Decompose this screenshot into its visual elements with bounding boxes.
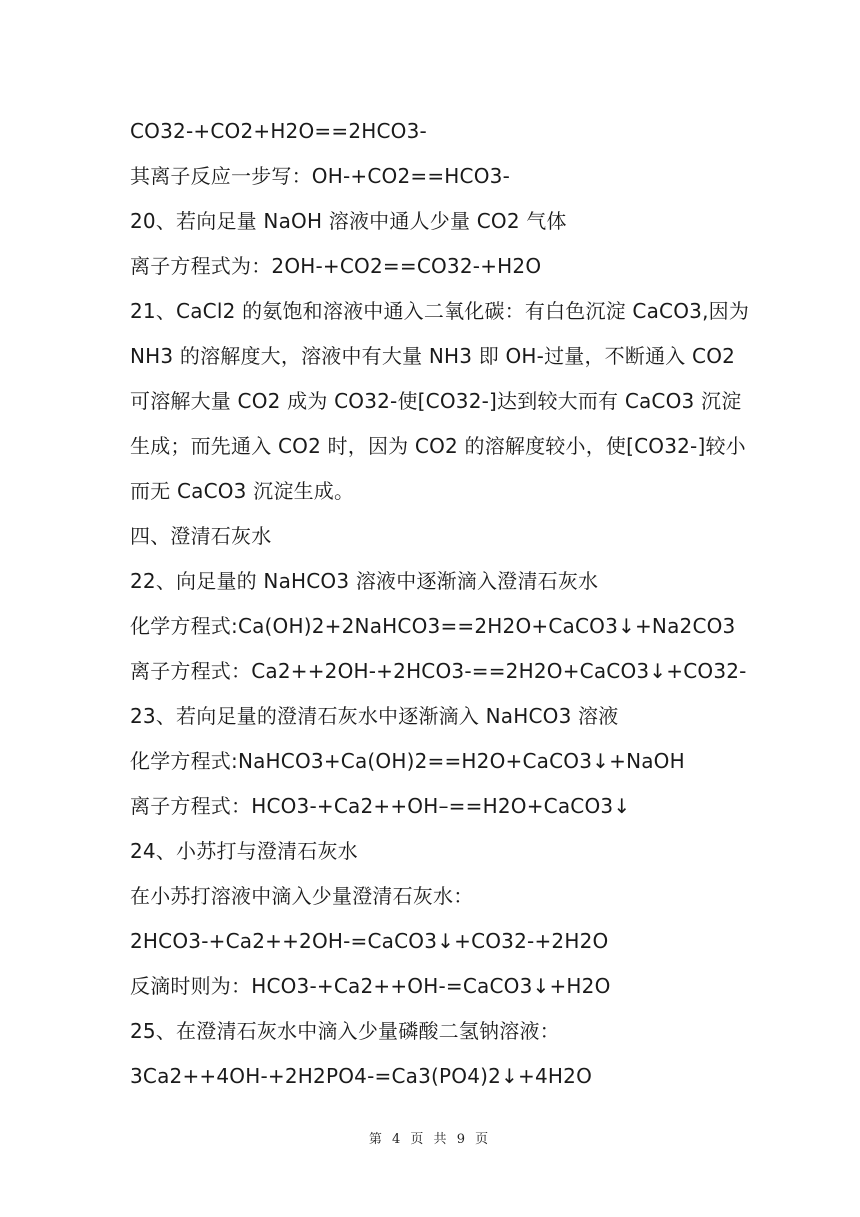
text-line: 而无 CaCO3 沉淀生成。 (130, 479, 355, 503)
text-line: 反滴时则为：HCO3-+Ca2++OH-=CaCO3↓+H2O (130, 974, 611, 998)
text-line: 在小苏打溶液中滴入少量澄清石灰水： (130, 884, 474, 908)
text-line: NH3 的溶解度大，溶液中有大量 NH3 即 OH-过量，不断通入 CO2 (130, 344, 736, 368)
text-line: 离子方程式：HCO3-+Ca2++OH–==H2O+CaCO3↓ (130, 794, 631, 818)
text-line: 2HCO3-+Ca2++2OH-=CaCO3↓+CO32-+2H2O (130, 929, 609, 953)
text-line: 离子方程式：Ca2++2OH-+2HCO3-==2H2O+CaCO3↓+CO32- (130, 659, 747, 683)
text-line: 离子方程式为：2OH-+CO2==CO32-+H2O (130, 254, 542, 278)
document-body (130, 109, 750, 1099)
text-line: CO32-+CO2+H2O==2HCO3- (130, 119, 427, 143)
text-line: 3Ca2++4OH-+2H2PO4-=Ca3(PO4)2↓+4H2O (130, 1064, 593, 1088)
text-line: 20、若向足量 NaOH 溶液中通人少量 CO2 气体 (130, 209, 567, 233)
page-number-footer: 第 4 页 共 9 页 (368, 1132, 492, 1147)
text-line: 其离子反应一步写：OH-+CO2==HCO3- (130, 164, 510, 188)
text-line: 21、CaCl2 的氨饱和溶液中通入二氧化碳：有白色沉淀 CaCO3,因为 (130, 299, 750, 323)
text-line: 生成；而先通入 CO2 时，因为 CO2 的溶解度较小，使[CO32-]较小 (130, 434, 746, 458)
text-line: 24、小苏打与澄清石灰水 (130, 839, 358, 863)
text-line: 23、若向足量的澄清石灰水中逐渐滴入 NaHCO3 溶液 (130, 704, 619, 728)
text-line: 22、向足量的 NaHCO3 溶液中逐渐滴入澄清石灰水 (130, 569, 599, 593)
text-line: 25、在澄清石灰水中滴入少量磷酸二氢钠溶液： (130, 1019, 560, 1043)
section-heading: 四、澄清石灰水 (130, 524, 272, 548)
text-line: 可溶解大量 CO2 成为 CO32-使[CO32-]达到较大而有 CaCO3 沉淀 (130, 389, 742, 413)
text-line: 化学方程式:Ca(OH)2+2NaHCO3==2H2O+CaCO3↓+Na2CO3 (130, 614, 736, 638)
text-line: 化学方程式:NaHCO3+Ca(OH)2==H2O+CaCO3↓+NaOH (130, 749, 685, 773)
